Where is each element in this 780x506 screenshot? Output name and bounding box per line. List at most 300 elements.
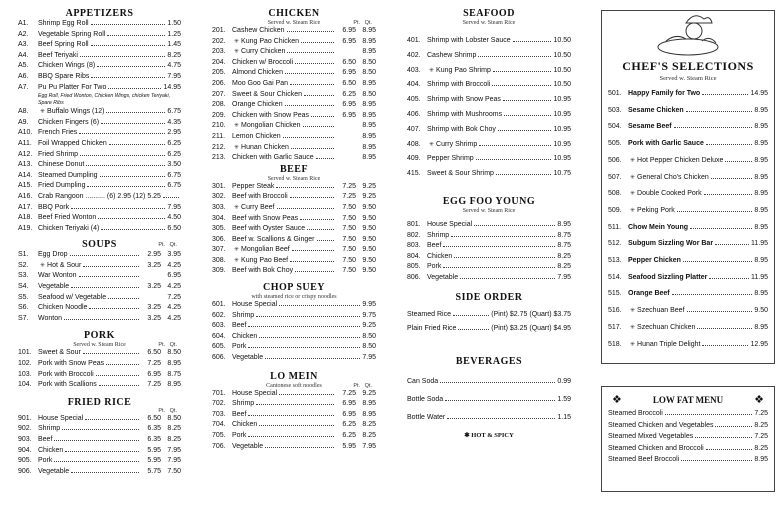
item-name: Shrimp with Mushrooms: [427, 110, 503, 118]
item-name: Pu Pu Platter For Two: [38, 83, 107, 91]
menu-item-row: [18, 271, 181, 282]
item-price: 9.75: [362, 311, 376, 319]
dot-leader: [87, 186, 165, 187]
item-code: A13.: [18, 161, 33, 169]
dot-leader: [681, 460, 752, 461]
menu-item-row: [212, 203, 376, 214]
menu-item-row: [212, 111, 376, 122]
item-price: 0.99: [557, 377, 571, 385]
chicken-subtitle: Served w. Steam Rice: [267, 20, 321, 26]
price-pint: 7.50: [342, 256, 356, 264]
dot-leader: [65, 451, 139, 452]
dot-leader: [99, 385, 139, 386]
hot-spicy-icon: ✳: [630, 207, 636, 214]
soups-size-header: Pt. Qt.: [158, 242, 177, 249]
dot-leader: [300, 219, 334, 220]
item-price: 8.25: [167, 51, 181, 59]
price-quart: 8.95: [362, 410, 376, 418]
dot-leader: [248, 436, 334, 437]
item-name: Mongolian Chicken: [241, 122, 301, 130]
item-code: 901.: [18, 414, 32, 422]
price-quart: 8.25: [362, 421, 376, 429]
item-code: 805.: [407, 263, 421, 271]
menu-item-row: [407, 220, 571, 231]
menu-item-row: [212, 192, 376, 203]
item-name: Curry Beef: [241, 203, 275, 211]
item-code: 905.: [18, 457, 32, 465]
price-pint: 2.95: [147, 251, 161, 259]
dot-leader: [108, 298, 139, 299]
item-name: Curry Shrimp: [436, 140, 478, 148]
dot-leader: [265, 447, 334, 448]
menu-item-row: [18, 414, 181, 425]
item-price: 8.95: [754, 140, 768, 148]
dot-leader: [709, 278, 749, 279]
price-pint: 7.50: [342, 235, 356, 243]
chicken-size-header: Pt. Qt.: [353, 20, 372, 26]
item-code: 516.: [608, 307, 622, 315]
menu-item-row: [18, 19, 181, 30]
item-name: Sweet & Sour Chicken: [232, 90, 303, 98]
dot-leader: [674, 127, 753, 128]
hot-spicy-icon: ✳: [40, 262, 46, 269]
item-name: Seafood w/ Vegetable: [38, 293, 107, 301]
menu-item-row: [212, 332, 376, 343]
price-pint: 7.50: [342, 267, 356, 275]
item-name: Pork: [38, 457, 53, 465]
dot-leader: [85, 419, 139, 420]
item-name: Vegetable: [427, 273, 459, 281]
item-name: General Cho's Chicken: [637, 173, 709, 181]
dot-leader: [295, 63, 334, 64]
price-quart: 9.50: [362, 267, 376, 275]
price-pint: 7.50: [342, 203, 356, 211]
item-price: 8.95: [754, 123, 768, 131]
dot-leader: [454, 257, 555, 258]
dot-leader: [690, 228, 752, 229]
item-name: French Fries: [38, 129, 78, 137]
item-name: Hot Pepper Chicken Deluxe: [637, 156, 724, 164]
menu-item-row: [212, 410, 376, 421]
item-code: 307.: [212, 246, 226, 254]
item-code: 104.: [18, 381, 32, 389]
item-name: Beef: [38, 436, 53, 443]
price-quart: 7.25: [167, 293, 181, 301]
item-name: Vegetable: [38, 283, 70, 291]
menu-item-row: [608, 253, 768, 270]
item-name: Vegetable Spring Roll: [38, 30, 106, 38]
menu-item-row: [18, 435, 181, 446]
menu-item-row: [18, 213, 181, 224]
menu-item-row: [212, 342, 376, 353]
item-code: 511.: [608, 223, 622, 231]
dot-leader: [290, 84, 334, 85]
item-name: Peking Pork: [637, 206, 675, 214]
menu-item-row: [608, 408, 768, 420]
item-name: Chicken Teriyaki (4): [38, 224, 100, 232]
item-name: Bottle Water: [407, 413, 446, 421]
dot-leader: [706, 144, 753, 145]
dot-leader: [248, 347, 360, 348]
hot-spicy-icon: ✳: [630, 174, 636, 181]
item-name: Chicken Fingers (6): [38, 118, 100, 126]
item-name: Steamed Beef Broccoli: [608, 456, 680, 463]
item-price: 11.95: [751, 273, 768, 281]
item-price: 10.50: [553, 37, 571, 44]
menu-item-row: [212, 58, 376, 69]
item-code: 508.: [608, 190, 622, 198]
item-price: 7.95: [167, 72, 181, 80]
dot-leader: [283, 137, 334, 138]
price-quart: 8.25: [362, 432, 376, 439]
dot-leader: [704, 194, 753, 195]
hot-spicy-icon: ✳: [234, 38, 240, 45]
price-quart: 8.95: [167, 381, 181, 389]
dot-leader: [498, 130, 552, 131]
menu-item-row: [212, 389, 376, 400]
item-code: 803.: [407, 242, 421, 250]
item-price: 8.95: [754, 456, 768, 463]
price-pint: 7.50: [342, 246, 356, 254]
dot-leader: [79, 276, 139, 277]
item-code: 904.: [18, 446, 32, 454]
menu-item-row: [608, 454, 768, 466]
item-name: Chicken w/ Broccoli: [232, 58, 294, 66]
item-price: 8.95: [754, 173, 768, 181]
item-code: 409.: [407, 155, 421, 163]
item-code: 213.: [212, 154, 226, 162]
item-name: Shrimp: [38, 425, 61, 433]
item-name: Shrimp Egg Roll: [38, 20, 89, 27]
dot-leader: [101, 123, 165, 124]
item-name: Pork: [427, 263, 442, 271]
diamond-seal-icon: ❖: [612, 394, 622, 406]
dot-leader: [677, 211, 753, 212]
item-code: A2.: [18, 30, 29, 38]
dot-leader: [248, 326, 360, 327]
menu-item-row: [407, 241, 571, 252]
menu-item-row: [18, 303, 181, 314]
menu-item-row: [18, 348, 181, 359]
dot-leader: [479, 145, 551, 146]
menu-item-row: [212, 214, 376, 225]
pupu-note: Egg Roll, Fried Wonton, Chicken Wings, chicken Teriyaki, Spare Ribs: [38, 93, 171, 107]
item-name: Szechuan Beef: [637, 307, 685, 315]
item-price: 8.75: [557, 242, 571, 250]
price-quart: 4.25: [167, 283, 181, 291]
item-code: S1.: [18, 251, 29, 259]
menu-item-row: [407, 123, 571, 138]
dot-leader: [287, 31, 334, 32]
dot-leader: [440, 382, 555, 383]
item-code: 503.: [608, 106, 622, 114]
item-code: A8.: [18, 108, 29, 116]
item-code: 102.: [18, 360, 32, 368]
dot-leader: [279, 394, 334, 395]
item-name: Curry Chicken: [241, 48, 286, 56]
menu-item-row: [407, 93, 571, 108]
item-name: BBQ Pork: [38, 203, 70, 211]
price-pint: 7.50: [342, 214, 356, 222]
menu-item-row: [212, 431, 376, 442]
item-price: 8.25: [754, 444, 768, 452]
item-price: 7.95: [557, 273, 571, 281]
item-code: 402.: [407, 51, 421, 59]
item-name: Beef Teriyaki: [38, 51, 78, 59]
item-name: House Special: [232, 389, 278, 397]
dot-leader: [107, 35, 165, 36]
price-quart: 9.50: [362, 225, 376, 233]
item-code: 513.: [608, 257, 622, 265]
dot-leader: [291, 148, 334, 149]
price-quart: 9.50: [362, 203, 376, 211]
item-name: Can Soda: [407, 377, 439, 385]
price-quart: 7.95: [362, 442, 376, 450]
price-quart: 8.95: [362, 37, 376, 45]
menu-item-row: [18, 293, 181, 304]
price-pint: 7.25: [342, 182, 356, 190]
item-code: A5.: [18, 62, 29, 70]
menu-item-row: [18, 171, 181, 182]
menu-item-row: [212, 90, 376, 101]
dot-leader: [163, 197, 179, 198]
item-name: Sweet & Sour: [38, 349, 81, 357]
item-name: Sesame Chicken: [628, 106, 684, 114]
item-code: 408.: [407, 140, 421, 148]
dot-leader: [71, 472, 139, 473]
item-code: S4.: [18, 283, 29, 291]
hot-spicy-icon: ✳: [429, 141, 435, 148]
dot-leader: [513, 41, 552, 42]
item-price: 6.75: [167, 171, 181, 179]
chefs-selections-box: [601, 10, 775, 364]
price-quart: 9.50: [362, 214, 376, 222]
pork-title: PORK: [84, 330, 115, 342]
menu-item-row: [18, 72, 181, 83]
item-price: 4.35: [167, 118, 181, 126]
price-quart: 8.50: [362, 90, 376, 98]
dot-leader: [259, 337, 360, 338]
dot-leader: [83, 266, 139, 267]
item-code: A11.: [18, 139, 32, 147]
menu-item-row: [608, 286, 768, 303]
seafood-subtitle: Served w. Steam Rice: [462, 20, 516, 26]
item-name: Fried Shrimp: [38, 150, 79, 158]
menu-item-row: [608, 303, 768, 320]
menu-item-row: [212, 399, 376, 410]
item-code: 201.: [212, 27, 226, 34]
item-name: Shrimp: [427, 231, 450, 239]
dot-leader: [91, 45, 166, 46]
dot-leader: [503, 100, 552, 101]
item-code: 401.: [407, 37, 421, 44]
item-name: Pork with Scallions: [38, 381, 97, 389]
item-code: 204.: [212, 58, 226, 66]
price-pint: 6.25: [342, 421, 356, 429]
menu-item-row: [212, 224, 376, 235]
price-pint: 6.50: [147, 349, 161, 357]
item-price: (Pint) $3.25 (Quart) $4.95: [491, 324, 571, 332]
hot-spicy-icon: ✳: [234, 123, 240, 130]
price-quart: 8.95: [362, 132, 376, 140]
dot-leader: [683, 261, 752, 262]
dot-leader: [702, 94, 748, 95]
pork-size-header: Pt. Qt.: [158, 342, 177, 349]
item-price: 1.59: [557, 395, 571, 403]
price-pint: 6.95: [342, 400, 356, 408]
menu-item-row: [407, 322, 571, 336]
item-name: Chinese Donut: [38, 161, 85, 169]
price-pint: 6.95: [342, 101, 356, 109]
dot-leader: [443, 246, 555, 247]
item-name: Chicken: [427, 252, 453, 260]
fried-rice-title: FRIED RICE: [67, 396, 132, 408]
lo-mein-title: LO MEIN: [270, 370, 318, 382]
item-price: 10.95: [553, 155, 571, 163]
item-code: 806.: [407, 273, 421, 281]
item-code: 407.: [407, 125, 421, 133]
item-code: 504.: [608, 123, 622, 131]
price-quart: 8.95: [362, 154, 376, 162]
menu-item-row: [407, 64, 571, 79]
dot-leader: [687, 311, 753, 312]
hot-spicy-icon: ✳: [234, 257, 240, 264]
menu-item-row: [212, 256, 376, 267]
dot-leader: [106, 364, 139, 365]
dot-leader: [447, 418, 555, 419]
price-quart: 9.25: [362, 193, 376, 201]
dot-leader: [686, 111, 753, 112]
dot-leader: [711, 178, 753, 179]
price-pint: 7.50: [342, 225, 356, 233]
dot-leader: [259, 425, 334, 426]
hot-spicy-icon: ✳: [630, 324, 636, 331]
dot-leader: [98, 218, 165, 219]
menu-item-row: [212, 235, 376, 246]
item-name: House Special: [427, 220, 473, 228]
price-quart: 8.75: [167, 370, 181, 378]
menu-item-row: [212, 245, 376, 256]
item-price: 11.95: [751, 240, 768, 248]
price-pint: 6.95: [342, 37, 356, 45]
item-name: House Special: [232, 301, 278, 309]
menu-item-row: [407, 138, 571, 153]
price-quart: 8.95: [362, 111, 376, 119]
item-name: Cashew Chicken: [232, 27, 285, 34]
item-price: 6.25: [167, 139, 181, 147]
dot-leader: [504, 115, 551, 116]
price-pint: 6.95: [342, 27, 356, 34]
dot-leader: [290, 261, 334, 262]
item-name: Hunan Chicken: [241, 143, 289, 151]
item-price: 14.95: [750, 90, 768, 97]
item-price: 8.95: [754, 290, 768, 298]
menu-item-row: [608, 136, 768, 153]
price-quart: 8.95: [362, 101, 376, 109]
item-name: Egg Drop: [38, 251, 68, 259]
price-quart: 6.95: [167, 272, 181, 280]
item-name: Wonton: [38, 314, 62, 322]
item-name: Vegetable: [232, 354, 264, 362]
item-code: 517.: [608, 323, 622, 331]
price-quart: 8.95: [167, 360, 181, 368]
item-code: A6.: [18, 72, 29, 80]
item-name: Beef: [232, 410, 247, 418]
item-name: Beef with Snow Peas: [232, 214, 299, 222]
item-price: 2.95: [167, 129, 181, 137]
price-pint: 5.95: [147, 457, 161, 465]
chefs-selections-title: CHEF'S SELECTIONS: [622, 59, 754, 73]
item-code: 906.: [18, 467, 32, 475]
dot-leader: [697, 328, 752, 329]
dot-leader: [287, 52, 334, 53]
item-price: 6.75: [167, 108, 181, 116]
item-name: Lemon Chicken: [232, 132, 281, 140]
hot-spicy-icon: ✳: [234, 247, 240, 254]
chili-icon: ✱: [464, 431, 470, 439]
price-pint: 6.95: [342, 69, 356, 77]
price-pint: 6.25: [342, 432, 356, 439]
price-quart: 8.25: [167, 436, 181, 443]
price-quart: 3.95: [167, 251, 181, 259]
item-name: Pepper Shrimp: [427, 155, 474, 163]
price-quart: 8.95: [362, 79, 376, 87]
item-code: 702.: [212, 400, 226, 408]
menu-item-row: [212, 79, 376, 90]
item-name: Pork with Garlic Sauce: [628, 140, 704, 148]
dot-leader: [276, 187, 334, 188]
beverages-title: BEVERAGES: [455, 355, 523, 367]
item-code: 101.: [18, 349, 32, 357]
item-name: Chicken: [232, 421, 258, 429]
item-price: 8.95: [557, 220, 571, 228]
price-quart: 8.50: [167, 414, 181, 422]
egg-foo-young-title: EGG FOO YOUNG: [442, 195, 536, 207]
menu-item-row: [18, 192, 181, 203]
item-name: Steamed Dumpling: [38, 171, 98, 179]
menu-item-row: [407, 262, 571, 273]
item-code: 704.: [212, 421, 226, 429]
menu-item-row: [18, 370, 181, 381]
price-pint: 6.25: [342, 90, 356, 98]
item-price: 8.95: [754, 156, 768, 164]
menu-item-row: [18, 446, 181, 457]
dot-leader: [279, 305, 360, 306]
dot-leader: [316, 158, 334, 159]
lo-mein-size-header: Pt. Qt.: [353, 382, 372, 389]
menu-item-row: [407, 167, 571, 182]
menu-item-row: [212, 266, 376, 277]
menu-item-row: [407, 152, 571, 167]
item-name: Hunan Triple Delight: [637, 340, 701, 348]
menu-item-row: [18, 51, 181, 62]
dot-leader: [277, 208, 335, 209]
item-code: 203.: [212, 48, 226, 56]
seafood-title: SEAFOOD: [463, 8, 515, 19]
item-code: 211.: [212, 132, 226, 140]
dot-leader: [303, 126, 334, 127]
item-code: 703.: [212, 410, 226, 418]
item-code: 604.: [212, 332, 226, 340]
item-price: 8.50: [362, 332, 376, 340]
hot-spicy-legend: ✱ HOT & SPICY: [464, 431, 514, 439]
item-code: 205.: [212, 69, 226, 77]
item-price: 7.25: [754, 410, 768, 417]
item-price: 6.50: [167, 224, 181, 232]
item-price: 6.25: [167, 150, 181, 158]
item-price: (Pint) $2.75 (Quart) $3.75: [491, 310, 571, 318]
side-order-title: SIDE ORDER: [455, 291, 523, 303]
